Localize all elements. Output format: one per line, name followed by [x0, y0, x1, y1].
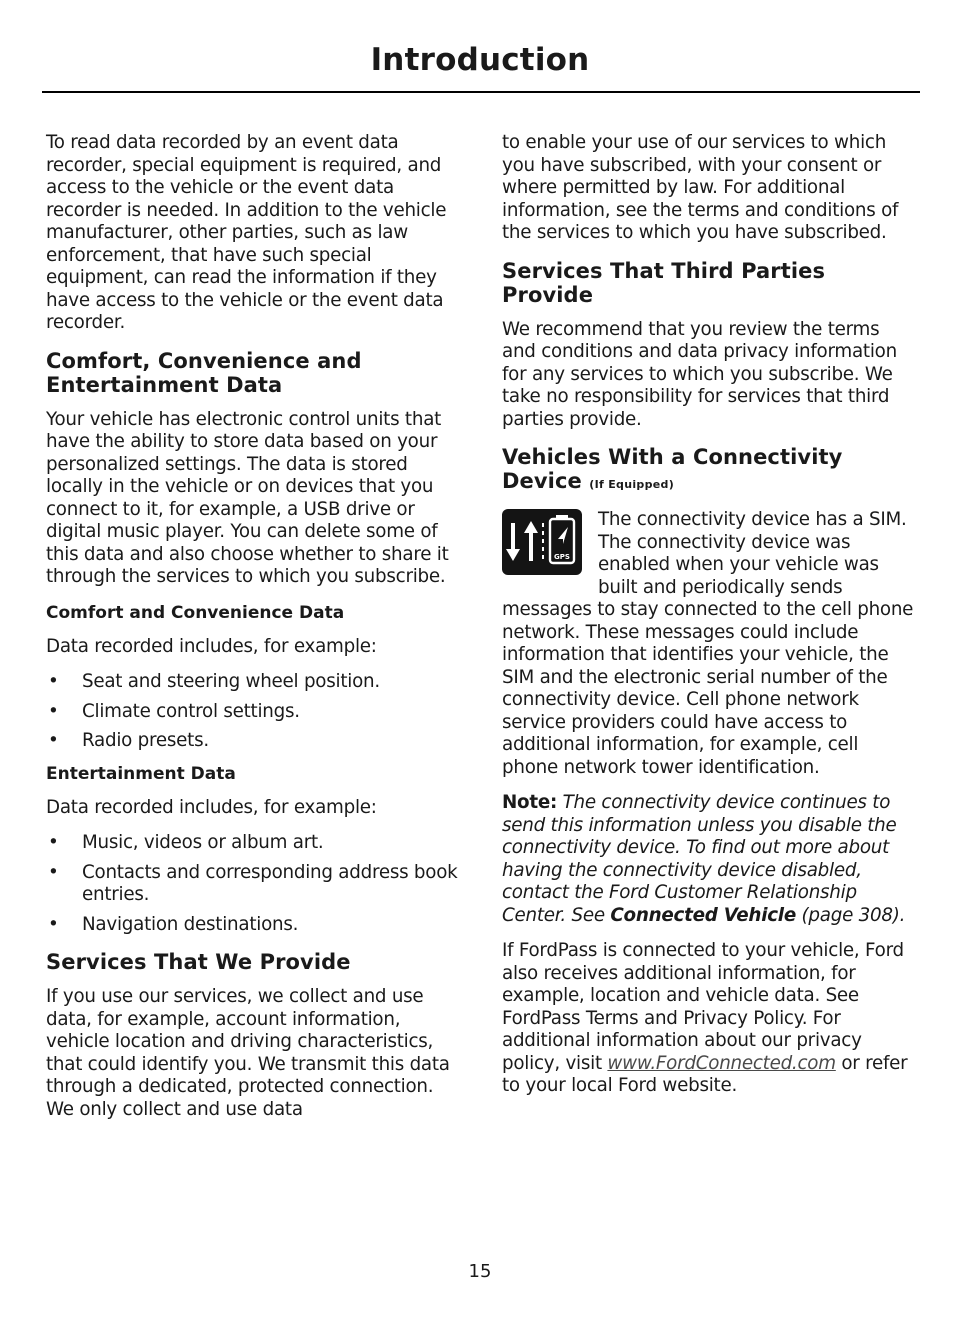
- paragraph-our-services: If you use our services, we collect and use data, for example, account information, vehicle location and driving characteristics, that could identify you. We transmit this data through a dedicated, protected connection. We only collect and use data: [46, 986, 450, 1120]
- cross-reference-link[interactable]: Connected Vehicle: [610, 904, 796, 926]
- subheading-entertainment: Entertainment Data: [46, 763, 236, 784]
- note-page-ref: (page 308).: [801, 904, 906, 926]
- paragraph-fordpass: [502, 940, 918, 1098]
- paragraph-third-party-terms: We recommend that you review the terms and conditions and data privacy information for any services to which you subscribe. We take no responsibility for services that third parties provide.: [502, 318, 897, 430]
- heading-third-parties: [502, 259, 918, 307]
- heading-line: Comfort, Convenience and: [46, 348, 362, 373]
- connectivity-arrows-icon: [502, 509, 582, 575]
- if-equipped-tag: (If Equipped): [589, 478, 675, 491]
- paragraph-connectivity-device: The connectivity device has a SIM. The connectivity device was enabled when your vehicle was built and periodically sends messages to stay connected to the cell phone network. These messages could include information that identifies your vehicle, the SIM and the electronic serial number of the connectivity device. Cell phone network service providers could have access to additional information, for example, cell phone network tower identification.: [502, 509, 914, 778]
- paragraph-services-continued: to enable your use of our services to which you have subscribed, with your consent or where permitted by law. For additional information, see the terms and conditions of the services to which you have subscribed.: [502, 132, 899, 243]
- heading-line: Vehicles With a Connectivity: [502, 445, 843, 469]
- list-item: • Contacts and corresponding address book entries.: [46, 862, 462, 907]
- ford-connected-link[interactable]: www.FordConnected.com: [607, 1052, 836, 1074]
- list-entertainment-data: [46, 832, 462, 936]
- heading-line: Provide: [502, 282, 594, 307]
- subheading-comfort-convenience: Comfort and Convenience Data: [46, 602, 345, 623]
- connectivity-device-icon: [502, 509, 582, 579]
- fordpass-tail: or refer to your local Ford website.: [502, 1052, 908, 1096]
- header-divider: [42, 91, 920, 93]
- heading-line: Device: [502, 469, 582, 493]
- modem-gps-icon: [502, 509, 582, 575]
- page-number: 15: [468, 1261, 492, 1282]
- list-item: • Music, videos or album art.: [46, 832, 462, 855]
- paragraph-electronic-control-units: Your vehicle has electronic control units that have the ability to store data based on your personalized settings. The data is stored locally in the vehicle or on devices that you connect to it, for example, a USB drive or digital music player. You can delete some of this data and also choose whether to share it through the services to which you subscribe.: [46, 408, 449, 587]
- left-column: [46, 132, 462, 1134]
- paragraph-data-recorded: Data recorded includes, for example:: [46, 796, 377, 818]
- right-column: [502, 132, 918, 1111]
- note-label: Note:: [502, 792, 558, 813]
- heading-services-we-provide: Services That We Provide: [46, 950, 351, 974]
- fordpass-text: If FordPass is connected to your vehicle, Ford also receives additional information, for example, location and vehicle data. See FordPass Terms and Privacy Policy. For additional information about our privacy policy, visit: [502, 940, 904, 1074]
- page-title: Introduction: [370, 42, 590, 78]
- note-body: The connectivity device continues to send this information unless you disable the connectivity device. To find out more about having the connectivity device disabled, contact the Ford Customer Relationship Center. See: [502, 792, 897, 926]
- paragraph-data-recorded: Data recorded includes, for example:: [46, 635, 377, 657]
- gps-label: GPS: [554, 553, 570, 561]
- heading-line: Entertainment Data: [46, 372, 283, 397]
- heading-connectivity-device: [502, 445, 918, 497]
- paragraph-event-data-recorder: To read data recorded by an event data recorder, special equipment is required, and access to the vehicle or the event data recorder is needed. In addition to the vehicle manufacturer, other parties, such as law enforcement, that have such special equipment, can read the information if they have access to the vehicle or the event data recorder.: [46, 132, 447, 333]
- list-item: • Navigation destinations.: [46, 914, 462, 937]
- heading-comfort-convenience-entertainment: [46, 349, 462, 397]
- list-comfort-data: [46, 671, 462, 753]
- list-item: • Radio presets.: [46, 730, 462, 753]
- list-item: • Seat and steering wheel position.: [46, 671, 462, 694]
- list-item: • Climate control settings.: [46, 701, 462, 724]
- heading-line: Services That Third Parties: [502, 258, 826, 283]
- note-connectivity: [502, 792, 918, 927]
